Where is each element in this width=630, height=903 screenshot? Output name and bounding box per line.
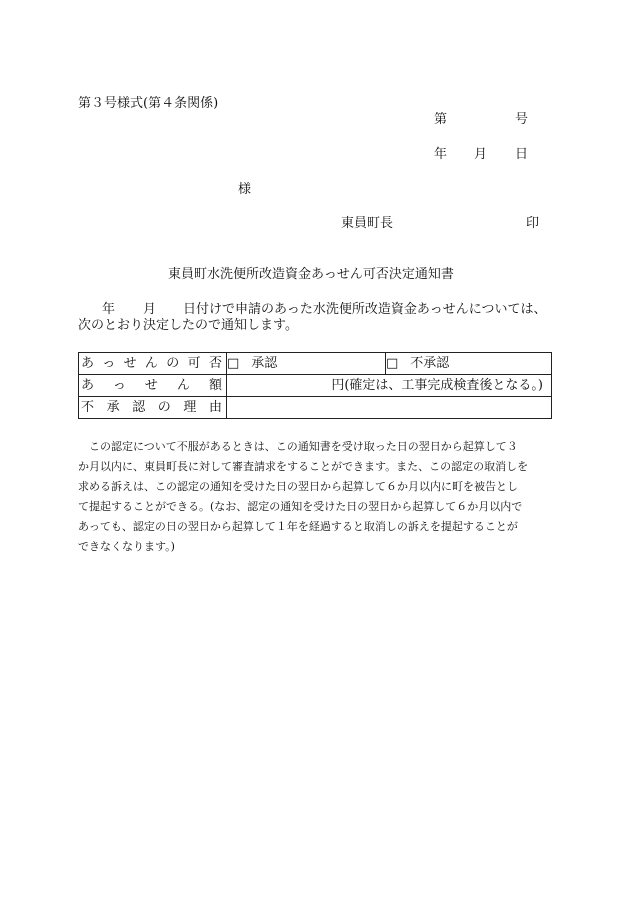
notice-line: この認定について不服があるときは、この通知書を受け取った日の翌日から起算して３ — [89, 440, 518, 453]
date-day-label: 日 — [515, 147, 529, 162]
approve-label: 承認 — [251, 355, 278, 371]
table-row-approval — [79, 353, 552, 375]
notice-line: か月以内に、東員町長に対して審査請求をすることができます。また、この認定の取消しを — [78, 460, 529, 473]
reason-field[interactable] — [227, 397, 552, 419]
amount-field[interactable] — [227, 375, 552, 397]
disapprove-option[interactable] — [386, 353, 552, 375]
document-title: 東員町水洗便所改造資金あっせん可否決定通知書 — [168, 267, 454, 282]
reference-number-prefix: 第 — [434, 112, 448, 127]
body-line1-text: 日付けで申請のあった水洗便所改造資金あっせんについては、 — [183, 302, 547, 317]
reference-number-suffix: 号 — [515, 112, 529, 127]
body-year-label: 年 — [102, 302, 116, 317]
body-paragraph-line-2: 次のとおり決定したので通知します。 — [78, 318, 298, 333]
notice-line: 求める訴えは、この認定の通知を受けた日の翌日から起算して６か月以内に町を被告とし — [78, 480, 518, 493]
notice-line: あっても、認定の日の翌日から起算して１年を経過すると取消しの訴えを提起することが — [78, 520, 518, 533]
date-year-label: 年 — [434, 147, 448, 162]
notice-line: できなくなります。) — [78, 540, 175, 553]
table-row-reason — [79, 397, 552, 419]
amount-note: 円(確定は、工事完成検査後となる。) — [331, 377, 543, 393]
amount-label: あっせん額 — [79, 375, 227, 397]
disapprove-label: 不承認 — [410, 355, 450, 371]
seal-mark: 印 — [526, 216, 540, 231]
issuer-name: 東員町長 — [341, 216, 394, 231]
approval-label: あっせんの可否 — [79, 353, 227, 375]
body-paragraph-line-1 — [78, 302, 547, 318]
appeal-notice — [78, 437, 558, 557]
decision-table — [78, 352, 552, 419]
body-month-label: 月 — [143, 302, 157, 317]
form-number: 第３号様式(第４条関係) — [78, 96, 219, 111]
approve-checkbox-icon[interactable]: □ — [227, 355, 240, 371]
disapprove-checkbox-icon[interactable]: □ — [386, 355, 399, 371]
addressee-honorific: 様 — [238, 182, 252, 197]
notice-line: て提起することができる。(なお、認定の通知を受けた日の翌日から起算して６か月以内で — [78, 500, 523, 513]
approve-option[interactable] — [227, 353, 386, 375]
date-month-label: 月 — [474, 147, 488, 162]
table-row-amount — [79, 375, 552, 397]
reason-label: 不承認の理由 — [79, 397, 227, 419]
